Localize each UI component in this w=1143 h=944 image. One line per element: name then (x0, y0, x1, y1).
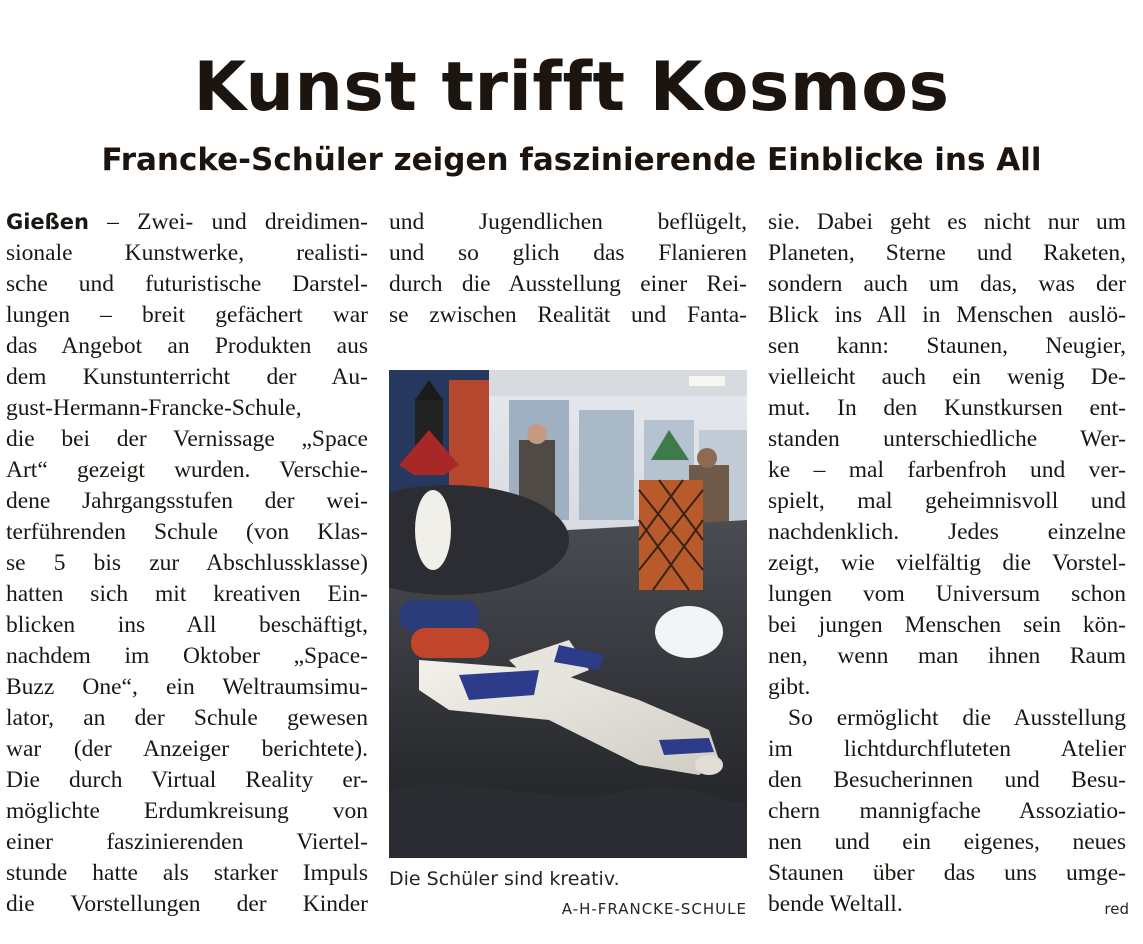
column-1-line: lungen – breit gefächert war (6, 302, 368, 328)
column-1-line: war (der Anzeiger berichtete). (6, 736, 368, 762)
column-1-line: möglichte Erdumkreisung von (6, 798, 368, 824)
column-1-line: Die durch Virtual Reality er- (6, 767, 368, 793)
column-3-line: bende Weltall. (768, 891, 903, 917)
column-1-line: Gießen – Zwei- und dreidimen- (6, 209, 368, 235)
column-1-line: nachdem im Oktober „Space- (6, 643, 368, 669)
column-3-line: sen kann: Staunen, Neugier, (768, 333, 1126, 359)
column-3-line: nachdenklich. Jedes einzelne (768, 519, 1126, 545)
column-2-line: und so glich das Flanieren (389, 240, 747, 266)
column-3-line: lungen vom Universum schon (768, 581, 1126, 607)
column-2-line: se zwischen Realität und Fanta- (389, 302, 747, 328)
column-1-line: sionale Kunstwerke, realisti- (6, 240, 368, 266)
column-1-line: Art“ gezeigt wurden. Verschie- (6, 457, 368, 483)
article-column-1 (6, 207, 368, 920)
column-1-line: stunde hatte als starker Impuls (6, 860, 368, 886)
column-3-line: Planeten, Sterne und Raketen, (768, 240, 1126, 266)
column-1-line: se 5 bis zur Abschlussklasse) (6, 550, 368, 576)
column-3-line: zeigt, wie vielfältig die Vorstel- (768, 550, 1126, 576)
photo-illustration (389, 370, 747, 858)
column-1-line: die Vorstellungen der Kinder (6, 891, 368, 917)
headline: Kunst trifft Kosmos (193, 48, 950, 127)
column-3-line: bei jungen Menschen sein kön- (768, 612, 1126, 638)
column-1-line: dem Kunstunterricht der Au- (6, 364, 368, 390)
subheadline: Francke-Schüler zeigen faszinierende Einblicke ins All (101, 142, 1042, 178)
author-signature: red (1104, 900, 1129, 918)
column-1-line: blicken ins All beschäftigt, (6, 612, 368, 638)
column-1-line: Buzz One“, ein Weltraumsimu- (6, 674, 368, 700)
dateline: Gießen (6, 210, 89, 234)
photo-credit: A-H-FRANCKE-SCHULE (561, 900, 747, 918)
column-1-line: hatten sich mit kreativen Ein- (6, 581, 368, 607)
column-2-line: und Jugendlichen beflügelt, (389, 209, 747, 235)
column-3-line: Blick ins All in Menschen auslö- (768, 302, 1126, 328)
column-3-line: ke – mal farbenfroh und ver- (768, 457, 1126, 483)
photo-caption: Die Schüler sind kreativ. (389, 868, 620, 890)
column-3-line: den Besucherinnen und Besu- (768, 767, 1126, 793)
column-1-line: lator, an der Schule gewesen (6, 705, 368, 731)
column-3-line: im lichtdurchfluteten Atelier (768, 736, 1126, 762)
column-3-line: chern mannigfache Assoziatio- (768, 798, 1126, 824)
column-1-line: das Angebot an Produkten aus (6, 333, 368, 359)
article-photo (389, 370, 747, 858)
column-3-line: sie. Dabei geht es nicht nur um (768, 209, 1126, 235)
column-3-line: nen, wenn man ihnen Raum (768, 643, 1126, 669)
column-1-line: einer faszinierenden Viertel- (6, 829, 368, 855)
column-2-line: durch die Ausstellung einer Rei- (389, 271, 747, 297)
column-3-line: mut. In den Kunstkursen ent- (768, 395, 1126, 421)
column-3-line: sondern auch um das, was der (768, 271, 1126, 297)
column-3-line: standen unterschiedliche Wer- (768, 426, 1126, 452)
column-1-line: gust-Hermann-Francke-Schule, (6, 395, 302, 421)
column-1-line: dene Jahrgangsstufen der wei- (6, 488, 368, 514)
article-column-3 (768, 207, 1126, 920)
column-3-line: So ermöglicht die Ausstellung (788, 705, 1126, 731)
article-column-2 (389, 207, 747, 331)
column-3-line: nen und ein eigenes, neues (768, 829, 1126, 855)
column-3-line: vielleicht auch ein wenig De- (768, 364, 1126, 390)
column-3-line: spielt, mal geheimnisvoll und (768, 488, 1126, 514)
column-3-line: gibt. (768, 674, 811, 700)
column-1-line: sche und futuristische Darstel- (6, 271, 368, 297)
column-1-line: die bei der Vernissage „Space (6, 426, 368, 452)
column-3-line: Staunen über das uns umge- (768, 860, 1126, 886)
column-1-line: terführenden Schule (von Klas- (6, 519, 368, 545)
